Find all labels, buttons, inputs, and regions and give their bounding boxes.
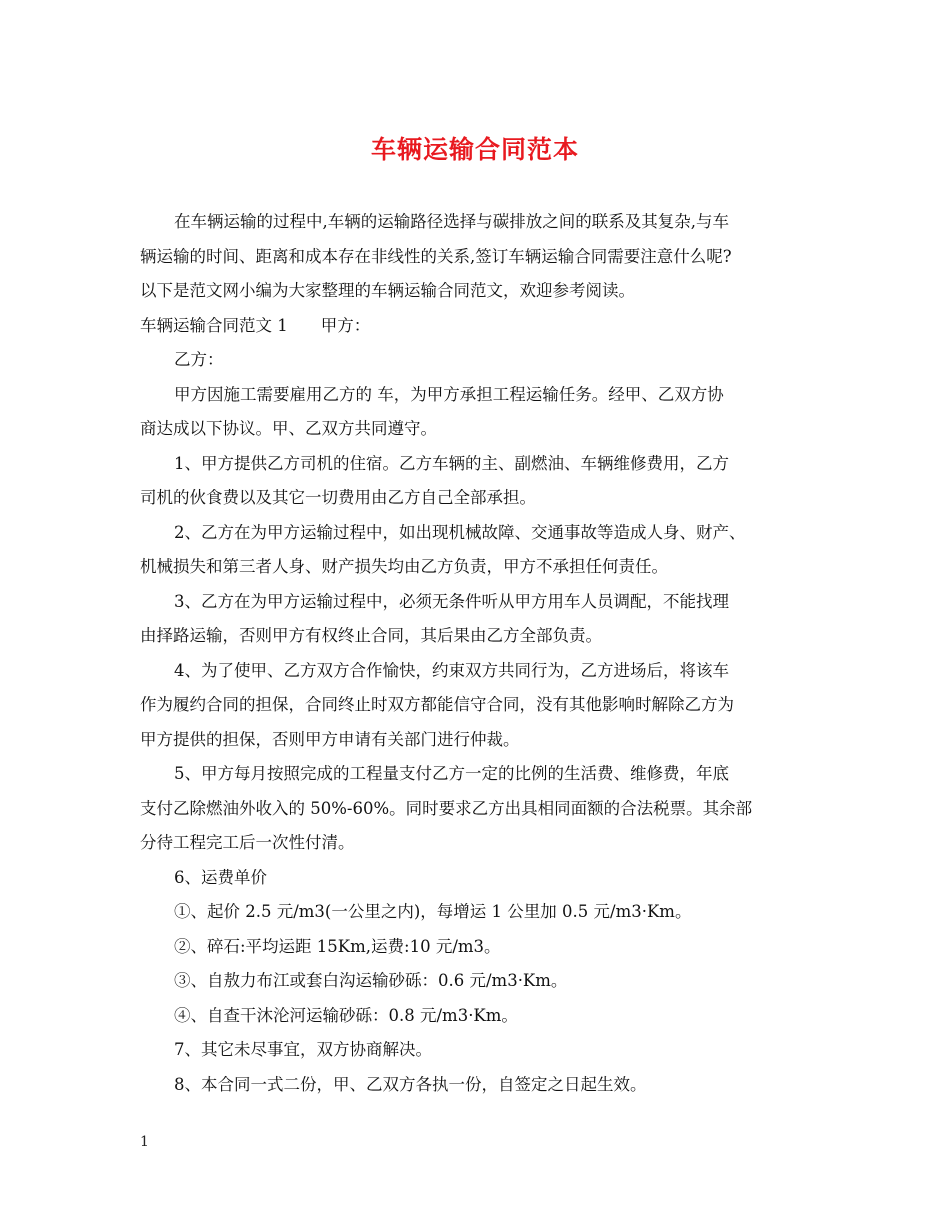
paragraph-line: ④、自查干沐沦河运输砂砾：0.8 元/m3·Km。 [174,1005,518,1025]
paragraph-line: 机械损失和第三者人身、财产损失均由乙方负责，甲方不承担任何责任。 [140,557,668,576]
paragraph-line: 甲方因施工需要雇用乙方的 车，为甲方承担工程运输任务。经甲、乙双方协 [174,384,724,404]
paragraph-line: 7、其它未尽事宜，双方协商解决。 [174,1040,432,1059]
paragraph [140,343,820,378]
page-number: 1 [140,1134,149,1150]
paragraph-line: 支付乙除燃油外收入的 50%-60%。同时要求乙方出具相同面额的合法税票。其余部 [140,798,753,818]
paragraph [140,516,820,585]
paragraph [140,757,820,861]
paragraph-line: 8、本合同一式二份，甲、乙双方各执一份，自签定之日起生效。 [174,1074,647,1094]
paragraph-line: 在车辆运输的过程中,车辆的运输路径选择与碳排放之间的联系及其复杂,与车 [174,212,729,231]
paragraph [140,1033,820,1068]
paragraph-line: ①、起价 2.5 元/m3(一公里之内)，每增运 1 公里加 0.5 元/m3·Km。 [174,902,692,921]
paragraph [140,447,820,516]
paragraph-line: 3、乙方在为甲方运输过程中，必须无条件听从甲方用车人员调配，不能找理 [174,591,729,611]
paragraph-line: 司机的伙食费以及其它一切费用由乙方自己全部承担。 [140,488,536,507]
paragraph-line: 以下是范文网小编为大家整理的车辆运输合同范文，欢迎参考阅读。 [140,281,635,300]
paragraph [140,895,820,930]
paragraph [140,1068,820,1103]
paragraph [140,654,820,758]
paragraph-line: ②、碎石:平均运距 15Km,运费:10 元/m3。 [174,936,501,956]
page-title: 车辆运输合同范本 [370,135,579,164]
paragraph-line: ③、自敖力布江或套白沟运输砂砾：0.6 元/m3·Km。 [174,971,568,990]
paragraph [140,585,820,654]
paragraph [140,999,820,1034]
paragraph-line: 乙方： [174,350,224,369]
paragraph-line: 辆运输的时间、距离和成本存在非线性的关系,签订车辆运输合同需要注意什么呢? [140,246,732,266]
paragraph-line: 1、甲方提供乙方司机的住宿。乙方车辆的主、副燃油、车辆维修费用，乙方 [174,453,729,473]
paragraph-line: 商达成以下协议。甲、乙双方共同遵守。 [140,419,437,438]
paragraph-line: 分待工程完工后一次性付清。 [140,833,355,852]
paragraph [140,205,820,309]
document-body [140,205,820,1102]
paragraph [140,964,820,999]
paragraph [140,861,820,896]
paragraph [140,930,820,965]
paragraph [140,309,820,344]
paragraph-line: 6、运费单价 [174,867,267,887]
paragraph-line: 2、乙方在为甲方运输过程中，如出现机械故障、交通事故等造成人身、财产、 [174,522,746,542]
paragraph [140,378,820,447]
paragraph-line: 4、为了使甲、乙方双方合作愉快，约束双方共同行为，乙方进场后，将该车 [174,660,729,680]
paragraph-line: 5、甲方每月按照完成的工程量支付乙方一定的比例的生活费、维修费，年底 [174,764,729,783]
paragraph-line: 由择路运输，否则甲方有权终止合同，其后果由乙方全部负责。 [140,626,602,645]
paragraph-line: 车辆运输合同范文 1 甲方： [140,315,371,335]
paragraph-line: 甲方提供的担保，否则甲方申请有关部门进行仲裁。 [140,729,520,749]
paragraph-line: 作为履约合同的担保，合同终止时双方都能信守合同，没有其他影响时解除乙方为 [140,695,734,714]
